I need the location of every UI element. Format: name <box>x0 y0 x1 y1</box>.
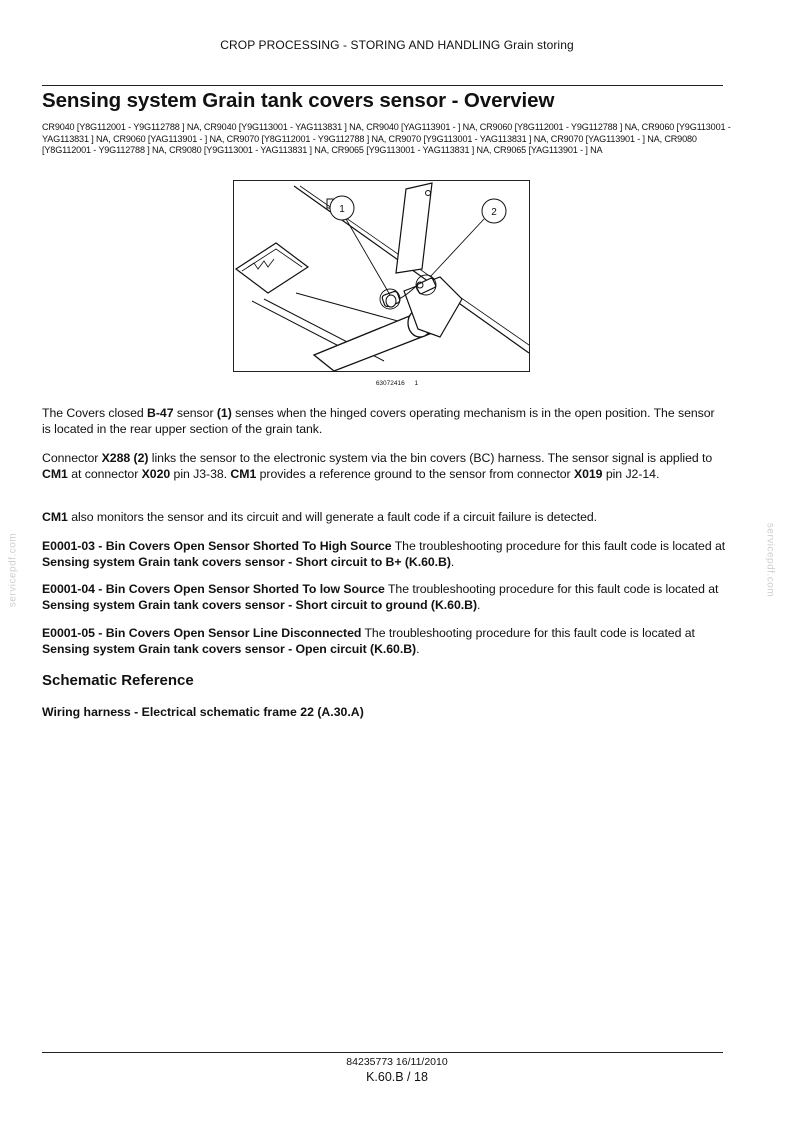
fault-procedure-link[interactable]: Sensing system Grain tank covers sensor - Short circuit to ground (K.60.B) <box>42 598 477 612</box>
schematic-heading: Schematic Reference <box>42 672 194 689</box>
header-rule <box>42 85 723 86</box>
applicability-list: CR9040 [Y8G112001 - Y9G112788 ] NA, CR9040 [Y9G113001 - YAG113831 ] NA, CR9040 [YAG113901 - ] NA, CR9060 [Y8G112001 - Y9G112788 ] NA, CR9060 [Y9G113001 - YAG113831 ] NA, CR9060 [YAG113901 - ] NA, CR9070 [Y8G112001 - Y9G112788 ] NA, CR9070 [Y9G113001 - YAG113831 ] NA, CR9070 [YAG113901 - ] NA, CR9080 [Y8G112001 - Y9G112788 ] NA, CR9080 [Y9G113001 - YAG113831 ] NA, CR9065 [Y9G113001 - YAG113831 ] NA, CR9065 [YAG113901 - ] NA <box>42 122 731 156</box>
figure-caption <box>0 380 794 387</box>
watermark-right: servicepdf.com <box>764 522 776 598</box>
schematic-link[interactable]: Wiring harness - Electrical schematic frame 22 (A.30.A) <box>42 705 364 719</box>
monitoring-description: CM1 also monitors the sensor and its circuit and will generate a fault code if a circuit failure is detected. <box>42 510 598 524</box>
sensor-illustration <box>233 180 530 372</box>
fault-procedure-link[interactable]: Sensing system Grain tank covers sensor - Open circuit (K.60.B) <box>42 642 417 656</box>
callout-1-label: 1 <box>339 204 345 215</box>
figure-code: 63072416 <box>375 380 405 387</box>
figure-number: 1 <box>414 380 419 387</box>
footer-page-number: K.60.B / 18 <box>366 1070 428 1084</box>
callout-2-label: 2 <box>491 207 497 218</box>
footer-document-code: 84235773 16/11/2010 <box>346 1056 448 1068</box>
fault-code-high-source: E0001-03 - Bin Covers Open Sensor Shorted To High Source The troubleshooting procedure for this fault code is located at Sensing system Grain tank covers sensor - Short circuit to B+ (K.60.B). <box>42 539 726 569</box>
fault-procedure-link[interactable]: Sensing system Grain tank covers sensor - Short circuit to B+ (K.60.B) <box>42 555 451 569</box>
sensor-description: The Covers closed B-47 sensor (1) senses when the hinged covers operating mechanism is in the open position. The sensor is located in the rear upper section of the grain tank. <box>42 406 715 436</box>
page-header: CROP PROCESSING - STORING AND HANDLING Grain storing <box>220 38 574 52</box>
page-title: Sensing system Grain tank covers sensor - Overview <box>42 89 555 112</box>
fault-code-disconnected: E0001-05 - Bin Covers Open Sensor Line Disconnected The troubleshooting procedure for this fault code is located at Sensing system Grain tank covers sensor - Open circuit (K.60.B). <box>42 626 695 656</box>
connector-description: Connector X288 (2) links the sensor to the electronic system via the bin covers (BC) harness. The sensor signal is applied to CM1 at connector X020 pin J3-38. CM1 provides a reference ground to the sensor from connector X019 pin J2-14. <box>42 451 713 481</box>
fault-code-low-source: E0001-04 - Bin Covers Open Sensor Shorted To low Source The troubleshooting procedure for this fault code is located at Sensing system Grain tank covers sensor - Short circuit to ground (K.60.B). <box>42 582 719 612</box>
footer-rule <box>42 1052 723 1053</box>
watermark-left: servicepdf.com <box>7 532 19 608</box>
